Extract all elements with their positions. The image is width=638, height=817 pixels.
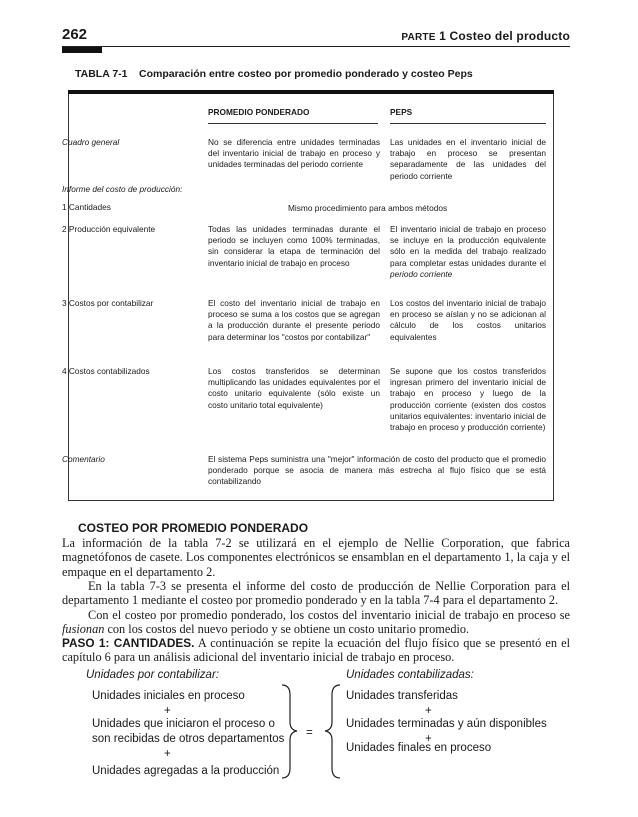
equation-left-term-3: Unidades agregadas a la producción — [92, 765, 280, 777]
paragraph-3-italic: fusionan — [62, 622, 105, 637]
left-brace-right-group — [325, 685, 340, 778]
cell-produccion-peps-text: El inventario inicial de trabajo en proceso se incluye en la producción equivalente sólo en la medida del trabajo realizado para completar estas unidades durante el — [390, 224, 546, 268]
equation-right-term-3: Unidades finales en proceso — [346, 742, 492, 754]
equation-left-term-2a: Unidades que iniciaron el proceso o — [92, 718, 275, 730]
equation-right-term-1: Unidades transferidas — [346, 690, 458, 702]
cell-comentario: El sistema Peps suministra una "mejor" información de costo del producto que el promedio ponderado porque se asocia de manera más estrecha al flujo físico que se está contabilizando — [208, 454, 546, 487]
paragraph-3-text-end: con los costos del nuevo periodo y se obtiene un costo unitario promedio. — [104, 622, 470, 637]
cell-general-peps: Las unidades en el inventario inicial de trabajo en proceso se presentan separadamente de las unidades del periodo corriente — [390, 137, 546, 181]
running-head-title: 1 Costeo del producto — [439, 29, 570, 43]
section-title: COSTEO POR PROMEDIO PONDERADO — [78, 521, 309, 535]
paragraph-1: La información de la tabla 7-2 se utilizará en el ejemplo de Nellie Corporation, que fabrica magnetófonos de casete. Los componentes electrónicos se ensamblan en el departamento 1, la caja y el empaque en el departamento 2. — [62, 536, 570, 579]
equation-right-term-2: Unidades terminadas y aún disponibles — [346, 718, 547, 730]
cell-contabilizados-peps: Se supone que los costos transferidos ingresan primero del inventario inicial de trabajo en proceso y luego de la producción corriente (existen dos costos unitarios equivalentes: inventario inicial de trabajo en proceso y producción corriente) — [390, 366, 546, 433]
equation-left-heading: Unidades por contabilizar: — [86, 669, 219, 681]
row-label-comentario: Comentario — [62, 454, 105, 464]
equation-right-plus-1: + — [425, 705, 432, 717]
cell-contabilizar-promedio: El costo del inventario inicial de trabajo en proceso se suma a los costos que se agregan a la producción durante el presente periodo para determinar los "costos por contabilizar" — [208, 298, 380, 342]
table-label: TABLA 7-1 — [75, 68, 128, 80]
col-header-promedio: PROMEDIO PONDERADO — [208, 107, 310, 117]
row-label-contabilizados: 4 Costos contabilizados — [62, 366, 150, 376]
col-header-peps: PEPS — [390, 107, 413, 117]
paso-text: A continuación se repite la ecuación del flujo físico que se presentó en el capítulo 6 para un análisis adicional del inventario inicial de trabajo en proceso. — [62, 636, 570, 665]
row-label-informe: Informe del costo de producción: — [62, 184, 183, 194]
paragraph-2-text: En la tabla 7-3 se presenta el informe del costo de producción de Nellie Corporation para el departamento 1 mediante el costeo por promedio ponderado y en la tabla 7-4 para el departamento 2. — [62, 579, 570, 608]
page-number: 262 — [62, 26, 88, 43]
equation-left-plus-2: + — [164, 748, 171, 760]
cell-cantidades-both: Mismo procedimiento para ambos métodos — [288, 203, 448, 213]
row-label-general: Cuadro general — [62, 137, 120, 147]
row-label-contabilizar: 3 Costos por contabilizar — [62, 298, 154, 308]
equation-left-term-2b: son recibidas de otros departamentos — [92, 733, 285, 745]
cell-contabilizados-promedio: Los costos transferidos se determinan multiplicando las unidades equivalentes por el costo unitario equivalente (sólo existe un costo unitario total equivalente) — [208, 366, 380, 410]
equation-left-plus-1: + — [164, 705, 171, 717]
paso-title: PASO 1: CANTIDADES. — [62, 636, 195, 650]
cell-produccion-peps-italic: periodo corriente — [390, 268, 453, 279]
row-label-cantidades: 1 Cantidades — [62, 202, 111, 212]
equation-equals: = — [306, 727, 313, 739]
equation-right-heading: Unidades contabilizadas: — [346, 669, 474, 681]
cell-produccion-promedio: Todas las unidades terminadas durante el periodo se incluyen como 100% terminadas, sin considerar la etapa de terminación del inventario inicial de trabajo en proceso — [208, 224, 380, 268]
paragraph-3-text: Con el costeo por promedio ponderado, los costos del inventario inicial de trabajo en proceso se — [88, 608, 570, 622]
table-title: Comparación entre costeo por promedio ponderado y costeo Peps — [139, 68, 473, 80]
cell-contabilizar-peps: Los costos del inventario inicial de trabajo en proceso se aíslan y no se adicionan al cálculo de los costos unitarios equivalentes — [390, 298, 546, 342]
cell-general-promedio: No se diferencia entre unidades terminadas del inventario inicial de trabajo en proceso y unidades terminadas del periodo corriente — [208, 137, 380, 170]
equation-right-plus-2: + — [425, 733, 432, 745]
running-head-part: PARTE — [401, 32, 436, 43]
equation-left-term-1: Unidades iniciales en proceso — [92, 690, 245, 702]
row-label-produccion: 2 Producción equivalente — [62, 224, 156, 234]
right-brace-left-group — [282, 685, 297, 778]
